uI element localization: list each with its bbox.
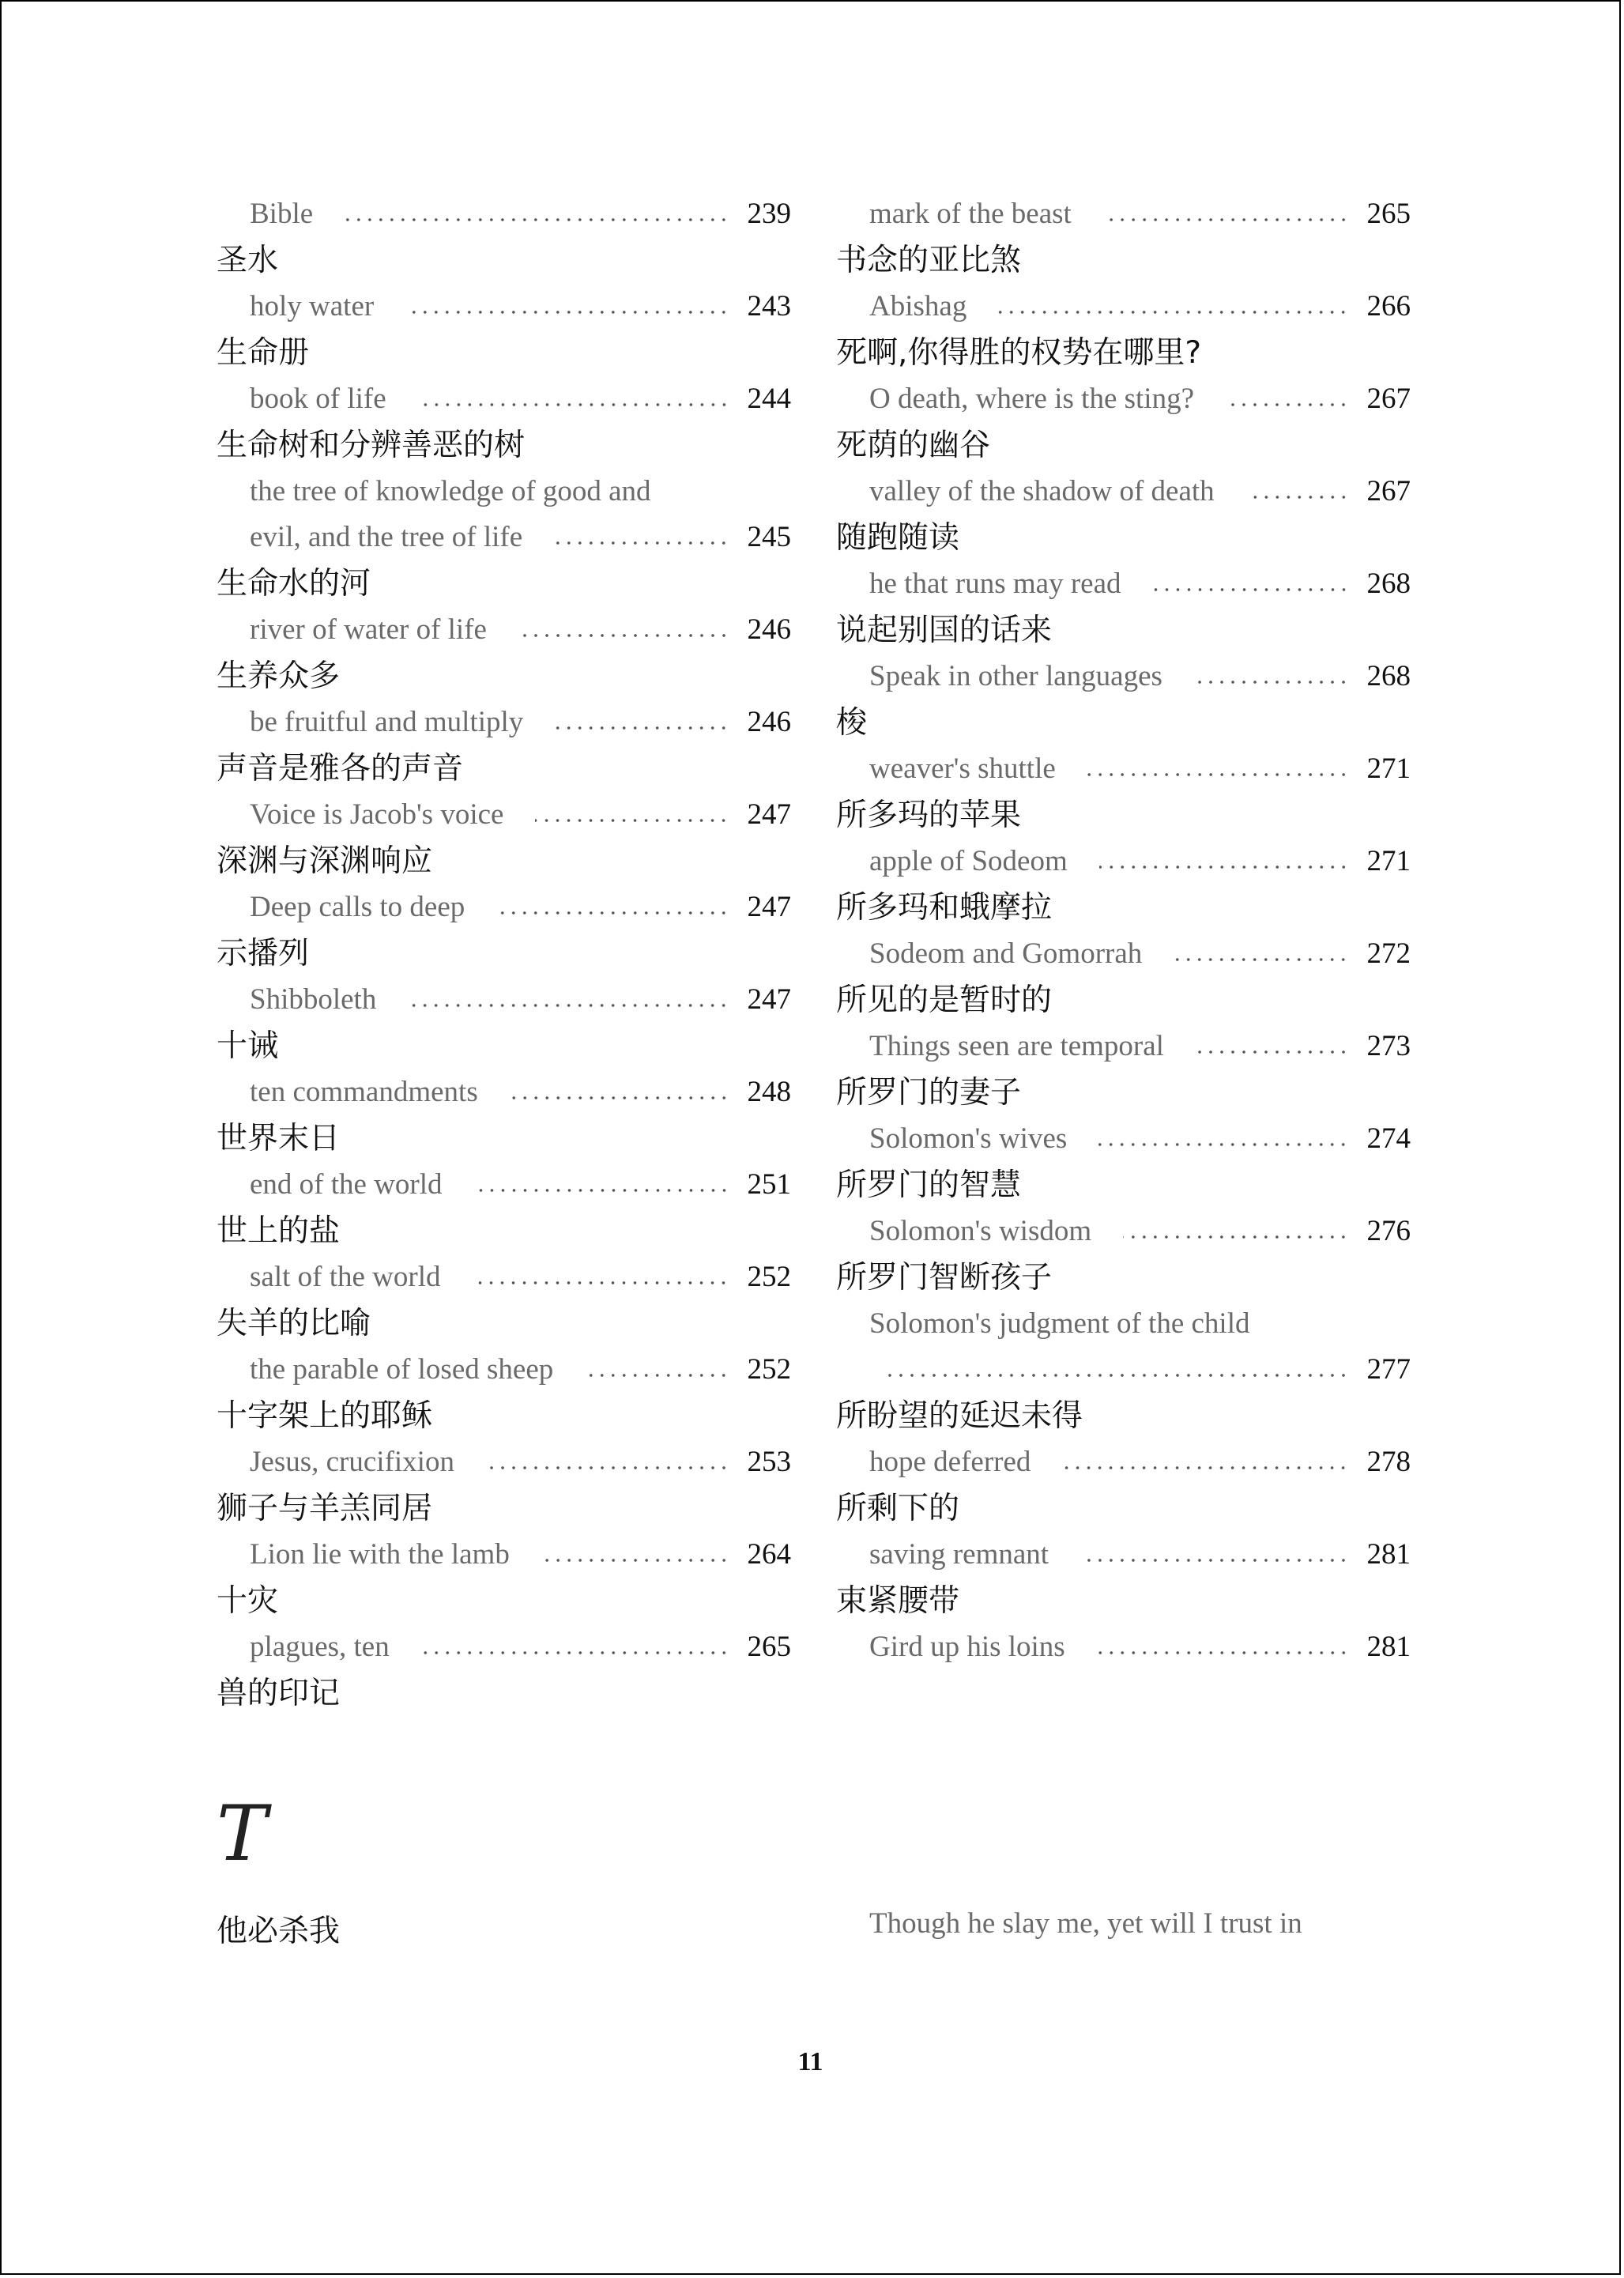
entry-english-text: Lion lie with the lamb [250,1538,510,1571]
entry-english-text: end of the world [250,1168,443,1201]
index-heading-chinese: 世上的盐 [217,1213,341,1249]
section-entry-english: Though he slay me, yet will I trust in [869,1907,1302,1940]
leader-dots [885,1373,1349,1378]
entry-page-number: 247 [747,798,791,831]
index-entry-english [836,1532,1411,1578]
leader-dots [474,1188,729,1193]
entry-page-number: 268 [1366,660,1411,692]
index-entry-english [217,1254,791,1300]
entry-page-number: 264 [747,1538,791,1571]
entry-page-number: 244 [747,383,791,415]
index-entry-english [217,284,791,330]
index-entry-english [217,1532,791,1578]
entry-page-number: 247 [747,983,791,1016]
index-heading-chinese: 兽的印记 [217,1676,341,1711]
index-heading-chinese: 束紧腰带 [836,1583,960,1619]
entry-page-number: 265 [747,1631,791,1663]
entry-english-text: Deep calls to deep [250,891,465,923]
leader-dots [1080,1558,1349,1563]
entry-english-text: Bible [250,198,314,230]
entry-english-text: holy water [250,290,375,322]
entry-english-text: weaver's shuttle [869,752,1056,785]
index-heading-chinese: 声音是雅各的声音 [217,751,464,786]
entry-english-text: saving remnant [869,1538,1049,1571]
entry-english-text: the parable of losed sheep [250,1353,554,1386]
entry-page-number: 273 [1366,1030,1411,1062]
index-heading-chinese: 说起别国的话来 [836,613,1053,648]
entry-english-text: be fruitful and multiply [250,706,524,738]
entry-english-text: Speak in other languages [869,660,1162,692]
entry-page-number: 272 [1366,937,1411,970]
entry-english-text: he that runs may read [869,568,1121,600]
index-entry-english [836,654,1411,700]
entry-page-number: 266 [1366,290,1411,322]
index-entry-english [836,839,1411,884]
entry-page-number: 252 [747,1353,791,1386]
page-number: 11 [797,2047,823,2076]
index-heading-chinese: 生命水的河 [217,566,371,602]
leader-dots [1123,1235,1349,1239]
entry-page-number: 246 [747,613,791,646]
index-heading-chinese: 所罗门的妻子 [836,1075,1022,1111]
index-entry-english [836,1116,1411,1162]
index-entry-english [217,884,791,930]
index-entry-english [836,191,1411,237]
entry-page-number: 278 [1366,1446,1411,1478]
entry-english-text: salt of the world [250,1261,441,1293]
entry-english-text: valley of the shadow of death [869,475,1215,507]
leader-dots [1153,587,1350,592]
index-heading-chinese: 失羊的比喻 [217,1306,371,1341]
index-heading-chinese: 所盼望的延迟未得 [836,1398,1083,1434]
index-entry-english [836,284,1411,330]
entry-english-text: the tree of knowledge of good and [250,475,651,507]
index-heading-chinese: 书念的亚比煞 [836,243,1022,278]
index-heading-chinese: 梭 [836,705,868,741]
index-heading-chinese: 随跑随读 [836,520,960,556]
entry-english-text: Solomon's wives [869,1122,1068,1155]
entry-page-number: 248 [747,1076,791,1108]
index-heading-chinese: 生养众多 [217,658,341,694]
index-entry-english [217,1439,791,1485]
index-heading-chinese: 世界末日 [217,1121,341,1156]
leader-dots [1099,865,1349,869]
leader-dots [496,911,729,915]
leader-dots [472,1280,729,1285]
leader-dots [408,1003,729,1008]
entry-english-text: Voice is Jacob's voice [250,798,504,831]
index-entry-english-cont [836,1347,1411,1393]
index-heading-chinese: 所见的是暂时的 [836,982,1053,1018]
entry-english-text: Abishag [869,290,967,322]
entry-english-text: evil, and the tree of life [250,521,523,553]
index-entry-english [217,607,791,653]
leader-dots [1103,217,1349,222]
entry-page-number: 245 [747,521,791,553]
leader-dots [1246,495,1349,500]
entry-page-number: 276 [1366,1215,1411,1247]
leader-dots [1087,772,1349,777]
index-entry-english [217,469,791,515]
leader-dots [421,1650,729,1655]
index-heading-chinese: 深渊与深渊响应 [217,843,433,879]
entry-page-number: 268 [1366,568,1411,600]
index-column-left [217,191,791,1717]
leader-dots [486,1465,729,1470]
index-entry-english [836,1624,1411,1670]
leader-dots [1196,1050,1349,1054]
entry-english-text: Jesus, crucifixion [250,1446,454,1478]
index-heading-chinese: 死啊,你得胜的权势在哪里? [836,335,1202,371]
entry-page-number: 267 [1366,383,1411,415]
entry-english-text: Shibboleth [250,983,377,1016]
section-entry-chinese: 他必杀我 [217,1914,341,1949]
entry-page-number: 281 [1366,1538,1411,1571]
entry-page-number: 252 [747,1261,791,1293]
entry-english-text: book of life [250,383,386,415]
entry-page-number: 243 [747,290,791,322]
entry-english-text: Sodeom and Gomorrah [869,937,1143,970]
index-entry-english-cont [217,515,791,560]
index-column-right [836,191,1411,1670]
index-entry-english [836,746,1411,792]
leader-dots [1226,402,1349,407]
entry-english-text: Solomon's judgment of the child [869,1307,1250,1340]
index-entry-english [217,1162,791,1208]
entry-english-text: river of water of life [250,613,487,646]
index-heading-chinese: 十诫 [217,1028,279,1064]
leader-dots [998,310,1349,315]
index-heading-chinese: 生命册 [217,335,310,371]
index-heading-chinese: 死荫的幽谷 [836,428,991,463]
entry-page-number: 281 [1366,1631,1411,1663]
index-entry-english [836,1024,1411,1069]
index-entry-english [836,561,1411,607]
leader-dots [1097,1650,1349,1655]
index-entry-english [836,469,1411,515]
index-heading-chinese: 所多玛的苹果 [836,798,1022,833]
leader-dots [555,726,729,730]
leader-dots [518,633,729,638]
leader-dots [1098,1142,1349,1147]
index-heading-chinese: 生命树和分辨善恶的树 [217,428,526,463]
section-letter: T [217,1790,268,1878]
entry-page-number: 267 [1366,475,1411,507]
index-entry-english [217,1624,791,1670]
leader-dots [1194,680,1349,685]
entry-english-text: ten commandments [250,1076,478,1108]
index-heading-chinese: 十字架上的耶稣 [217,1398,433,1434]
entry-page-number: 253 [747,1446,791,1478]
index-entry-english [836,1439,1411,1485]
index-entry-english [217,191,791,237]
leader-dots [541,1558,729,1563]
index-entry-english [836,376,1411,422]
leader-dots [510,1096,729,1100]
index-entry-english [217,700,791,745]
index-heading-chinese: 所罗门的智慧 [836,1167,1022,1203]
entry-page-number: 274 [1366,1122,1411,1155]
entry-english-text: Solomon's wisdom [869,1215,1092,1247]
entry-english-text: hope deferred [869,1446,1031,1478]
index-entry-english [217,1069,791,1115]
index-entry-english [217,977,791,1023]
index-entry-english [217,1347,791,1393]
index-heading-chinese: 十灾 [217,1583,279,1619]
index-heading-chinese: 示播列 [217,936,310,971]
index-entry-english [836,931,1411,977]
leader-dots [535,818,729,823]
entry-page-number: 247 [747,891,791,923]
index-heading-chinese: 所剩下的 [836,1491,960,1526]
entry-english-text: mark of the beast [869,198,1072,230]
leader-dots [345,217,729,222]
leader-dots [1174,957,1349,962]
entry-english-text: plagues, ten [250,1631,390,1663]
entry-page-number: 271 [1366,752,1411,785]
index-entry-english [836,1209,1411,1254]
index-heading-chinese: 所多玛和蛾摩拉 [836,890,1053,926]
entry-english-text: O death, where is the sting? [869,383,1194,415]
entry-page-number: 246 [747,706,791,738]
entry-page-number: 251 [747,1168,791,1201]
index-heading-chinese: 狮子与羊羔同居 [217,1491,433,1526]
index-entry-english [217,792,791,838]
leader-dots [585,1373,729,1378]
index-heading-chinese: 圣水 [217,243,279,278]
entry-english-text: apple of Sodeom [869,845,1068,877]
leader-dots [554,541,729,545]
index-entry-english [836,1301,1411,1347]
leader-dots [1062,1465,1349,1470]
entry-page-number: 271 [1366,845,1411,877]
leader-dots [405,310,729,315]
leader-dots [418,402,729,407]
index-entry-english [217,376,791,422]
entry-page-number: 239 [747,198,791,230]
entry-page-number: 277 [1366,1353,1411,1386]
entry-english-text: Gird up his loins [869,1631,1065,1663]
index-heading-chinese: 所罗门智断孩子 [836,1260,1053,1296]
entry-page-number: 265 [1366,198,1411,230]
entry-english-text: Things seen are temporal [869,1030,1164,1062]
